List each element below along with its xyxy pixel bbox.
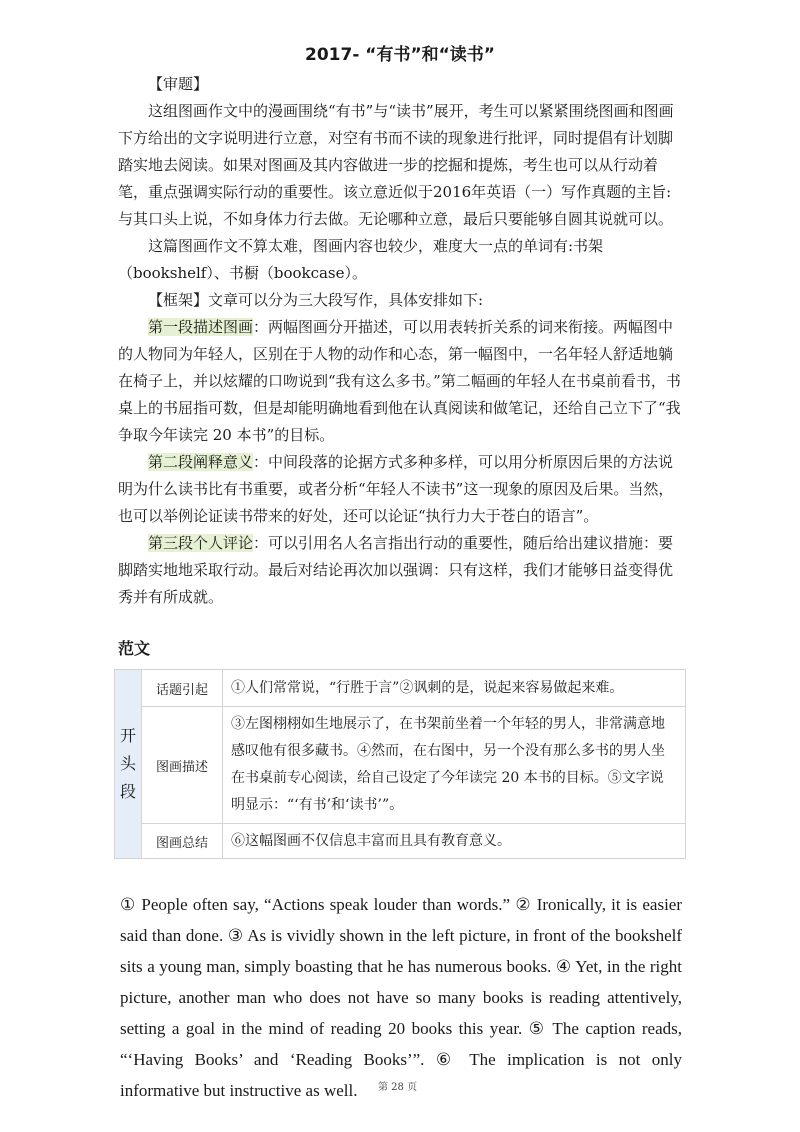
shenti-heading: 【审题】 — [148, 75, 209, 93]
fanwen-heading: 范文 — [118, 639, 151, 658]
kuangjia-intro: 文章可以分为三大段写作，具体安排如下: — [208, 291, 484, 309]
row-label: 图画描述 — [142, 707, 223, 824]
row-label: 话题引起 — [142, 670, 223, 707]
section-label-char: 段 — [119, 782, 136, 801]
essay-sentence: ⑥ The implication is not only informative but instructive as well. — [120, 1050, 682, 1100]
essay-sentence: ④ Yet, in the right picture, another man who does not have so many books is reading attentively, setting a goal in the mind of reading 20 books this year. — [120, 957, 683, 1038]
page-number: 第 28 页 — [378, 1082, 418, 1093]
kuangjia-item — [118, 314, 684, 449]
row-content: ①人们常常说，“行胜于言”②讽刺的是，说起来容易做起来难。 — [223, 670, 686, 707]
essay-sentence: ⑤ The caption reads, “‘Having Books’ and ‘Reading Books’”. — [120, 1019, 682, 1069]
section-label — [115, 670, 142, 859]
essay-sentence: ③ As is vividly shown in the left picture, in front of the bookshelf sits a young man, simply boasting that he has numerous books. — [120, 926, 683, 976]
kuangjia-intro-line — [118, 287, 684, 314]
shenti-paragraph-2: 这篇图画作文不算太难，图画内容也较少，难度大一点的单词有:书架（bookshelf）、书橱（bookcase）。 — [118, 237, 604, 282]
kuangjia-section — [118, 287, 684, 611]
row-label: 图画总结 — [142, 824, 223, 859]
shenti-section — [118, 71, 684, 287]
table-row — [115, 824, 686, 859]
row-content: ⑥这幅图画不仅信息丰富而且具有教育意义。 — [223, 824, 686, 859]
kuangjia-item-label: 第二段阐释意义 — [148, 453, 254, 471]
table-row — [115, 707, 686, 824]
shenti-paragraph-1: 这组图画作文中的漫画围绕“有书”与“读书”展开，考生可以紧紧围绕图画和图画下方给出的文字说明进行立意，对空有书而不读的现象进行批评，同时提倡有计划脚踏实地去阅读。如果对图画及其内容做进一步的挖掘和提炼，考生也可以从行动着笔，重点强调实际行动的重要性。该立意近似于2016年英语（一）写作真题的主旨:与其口头上说，不如身体力行去做。无论哪种立意，最后只要能够自圆其说就可以。 — [118, 102, 674, 228]
kuangjia-item-text: ：两幅图画分开描述，可以用表转折关系的词来衔接。两幅图中的人物同为年轻人，区别在于人物的动作和心态，第一幅图中，一名年轻人舒适地躺在椅子上，并以炫耀的口吻说到“我有这么多书。”第二幅画的年轻人在书桌前看书，书桌上的书屈指可数，但是却能明确地看到他在认真阅读和做笔记，还给自己立下了“我争取今年读完 20 本书”的目标。 — [118, 318, 681, 444]
essay-sentence: ② Ironically, it is easier said than done. — [120, 895, 683, 945]
essay-sentence: ① People often say, “Actions speak louder than words.” — [120, 895, 511, 914]
kuangjia-item-text: ：可以引用名人名言指出行动的重要性，随后给出建议措施：要脚踏实地地采取行动。最后对结论再次加以强调：只有这样，我们才能够日益变得优秀并有所成就。 — [118, 534, 674, 606]
table-row — [115, 670, 686, 707]
section-label-char: 开 — [119, 726, 136, 745]
row-content: ③左图栩栩如生地展示了，在书架前坐着一个年轻的男人，非常满意地感叹他有很多藏书。④然而，在右图中，另一个没有那么多书的男人坐在书桌前专心阅读，给自己设定了今年读完 20 本书的目标。⑤文字说明显示：“‘有书’和‘读书’”。 — [223, 707, 686, 824]
section-label-text — [119, 722, 137, 806]
section-label-char: 头 — [119, 754, 136, 773]
kuangjia-item-label: 第一段描述图画 — [148, 318, 254, 336]
page-title: 2017- “有书”和“读书” — [305, 45, 495, 65]
kuangjia-item — [118, 449, 684, 530]
kuangjia-heading: 【框架】 — [148, 291, 209, 309]
kuangjia-item — [118, 530, 684, 611]
kuangjia-item-label: 第三段个人评论 — [148, 534, 254, 552]
fanwen-table — [114, 669, 686, 859]
kuangjia-item-text: ：中间段落的论据方式多种多样，可以用分析原因后果的方法说明为什么读书比有书重要，或者分析“年轻人不读书”这一现象的原因及后果。当然，也可以举例论证读书带来的好处，还可以论证“执行力大于苍白的语言”。 — [118, 453, 674, 525]
model-essay — [120, 889, 682, 1106]
